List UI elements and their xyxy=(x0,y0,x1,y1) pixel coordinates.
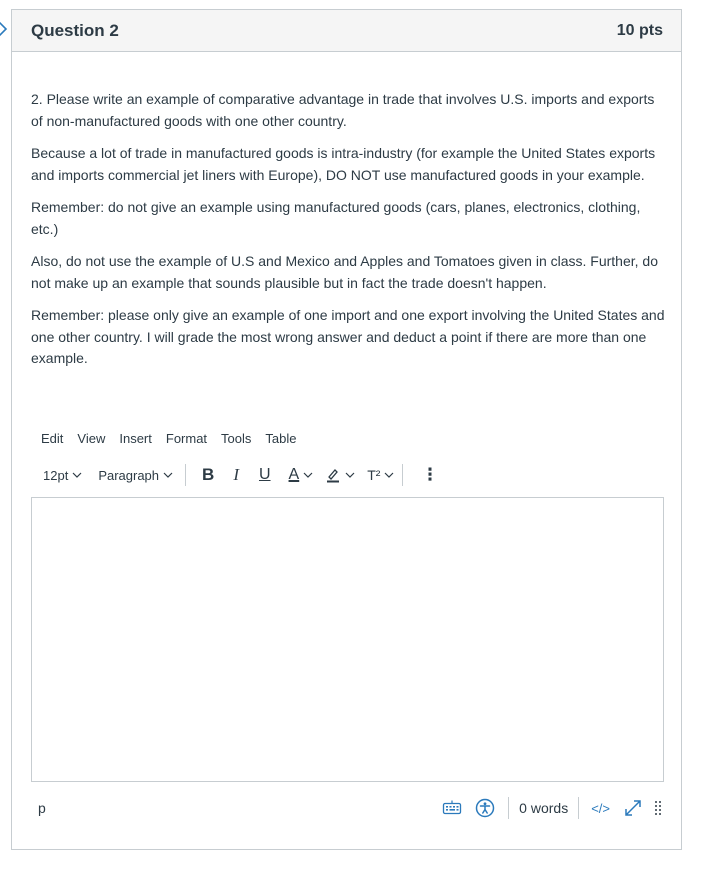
accessibility-checker-button[interactable] xyxy=(474,798,496,818)
editor-statusbar xyxy=(31,796,664,820)
accessibility-icon xyxy=(475,798,495,818)
question-title: Question 2 xyxy=(31,20,119,40)
chevron-down-icon xyxy=(303,470,313,480)
question-points: 10 pts xyxy=(616,21,663,39)
answer-editor[interactable] xyxy=(31,497,664,782)
html-editor-toggle[interactable] xyxy=(591,801,610,816)
editor-content[interactable] xyxy=(32,498,663,534)
chevron-down-icon xyxy=(345,470,355,480)
keyboard-shortcuts-button[interactable] xyxy=(440,800,464,816)
menu-format[interactable]: Format xyxy=(165,431,208,446)
chevron-down-icon xyxy=(72,470,82,480)
editor-menubar xyxy=(41,431,310,446)
menu-view[interactable]: View xyxy=(77,431,106,446)
fullscreen-button[interactable] xyxy=(622,798,644,818)
highlight-color-button[interactable] xyxy=(325,467,355,483)
menu-insert[interactable]: Insert xyxy=(119,431,152,446)
question-paragraph: Remember: do not give an example using manufactured goods (cars, planes, electronics, clothing, etc.) xyxy=(31,199,641,237)
html-toggle-label: </> xyxy=(591,800,610,816)
chevron-down-icon xyxy=(163,470,173,480)
question-paragraph: Because a lot of trade in manufactured goods is intra-industry (for example the United States exports and imports commercial jet liners with Europe), DO NOT use manufactured goods in your example. xyxy=(31,145,656,183)
italic-button[interactable] xyxy=(233,465,239,485)
element-path[interactable]: p xyxy=(38,800,46,816)
word-count[interactable]: 0 words xyxy=(519,800,569,816)
menu-tools[interactable]: Tools xyxy=(221,431,252,446)
menu-table[interactable]: Table xyxy=(265,431,297,446)
chevron-down-icon xyxy=(384,470,394,480)
menu-edit[interactable]: Edit xyxy=(41,431,64,446)
question-paragraph: Also, do not use the example of U.S and Mexico and Apples and Tomatoes given in class. Further, do not make up an example that sounds plausible but in fact the trade doesn't happen. xyxy=(31,253,658,291)
question-text xyxy=(31,89,667,381)
bold-label: B xyxy=(202,465,215,484)
question-paragraph: 2. Please write an example of comparative advantage in trade that involves U.S. imports and exports of non-manufactured goods with one other country. xyxy=(31,91,655,129)
question-card xyxy=(11,9,682,850)
superscript-button[interactable] xyxy=(367,467,394,483)
statusbar-divider xyxy=(578,797,579,819)
superscript-label: T² xyxy=(367,467,381,483)
underline-button[interactable] xyxy=(259,466,271,484)
block-format-dropdown[interactable] xyxy=(98,468,173,483)
highlight-icon xyxy=(325,467,341,483)
statusbar-actions xyxy=(440,796,664,820)
fullscreen-icon xyxy=(623,798,643,818)
resize-handle-icon xyxy=(654,800,662,816)
font-size-dropdown[interactable] xyxy=(43,468,82,483)
text-color-button[interactable] xyxy=(289,466,314,484)
question-header xyxy=(12,10,681,52)
toolbar-divider xyxy=(185,464,186,486)
more-icon: ⋮ xyxy=(421,465,439,484)
chevron-right-icon[interactable] xyxy=(0,20,9,38)
bold-button[interactable] xyxy=(202,465,214,485)
block-format-value: Paragraph xyxy=(98,467,160,483)
underline-label: U xyxy=(258,466,271,483)
keyboard-icon xyxy=(442,800,462,816)
more-tools-button[interactable] xyxy=(421,465,438,485)
text-color-label: A xyxy=(288,466,300,483)
editor-toolbar xyxy=(43,462,438,488)
question-paragraph: Remember: please only give an example of one import and one export involving the United States and one other country. I will grade the most wrong answer and deduct a point if there are more than one example. xyxy=(31,307,665,366)
resize-handle[interactable] xyxy=(652,800,664,816)
italic-label: I xyxy=(233,465,239,484)
toolbar-divider xyxy=(402,464,403,486)
font-size-value: 12pt xyxy=(43,467,69,483)
